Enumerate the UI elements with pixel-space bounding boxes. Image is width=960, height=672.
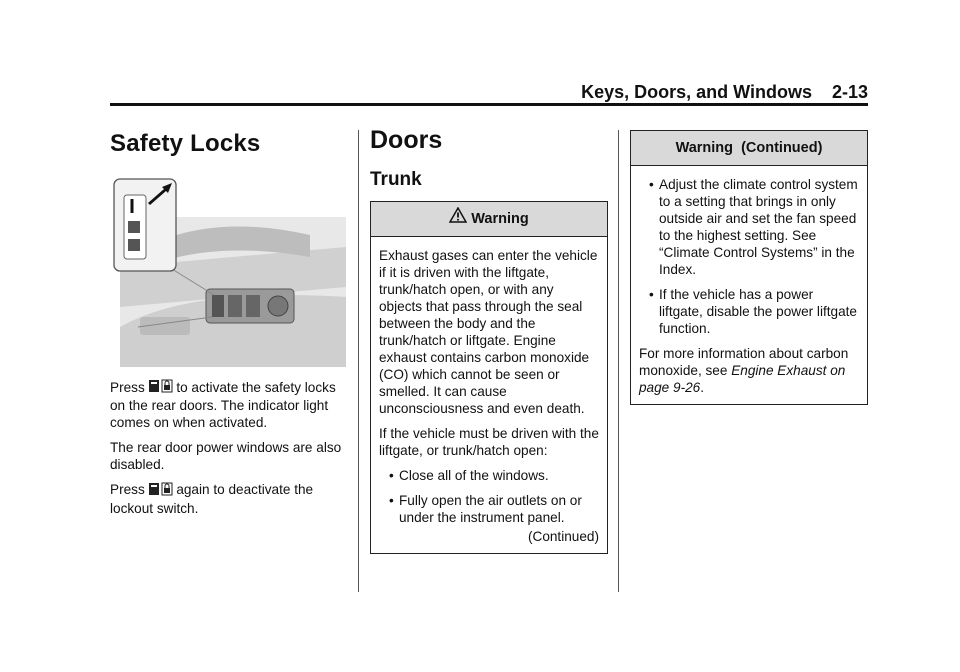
warning-triangle-icon <box>449 202 467 236</box>
warning-header <box>371 202 607 237</box>
warning-bullet: • If the vehicle has a power liftgate, disable the power liftgate function. <box>649 287 857 336</box>
para1-pre: Press <box>110 380 145 395</box>
warning-bullet: • Close all of the windows. <box>389 468 549 483</box>
header-rule <box>110 103 868 106</box>
bullet-icon: • <box>389 468 394 483</box>
warning-box-continued <box>630 130 868 405</box>
page-header <box>110 82 868 104</box>
co-info-post: . <box>700 380 705 395</box>
para3-post: again to deactivate the lockout switch. <box>110 482 314 516</box>
window-lockout-icon <box>149 482 173 500</box>
column-safety-locks <box>110 120 346 525</box>
bullet-icon: • <box>649 287 654 302</box>
para2: The rear door power windows are also disabled. <box>110 440 342 473</box>
bullet-icon: • <box>389 493 394 508</box>
co-info-pre: For more information about carbon monoxide, see <box>639 346 849 378</box>
continued-label: (Continued) <box>527 529 599 544</box>
para1-post: to activate the safety locks on the rear doors. The indicator light comes on when activated. <box>110 380 336 431</box>
window-lockout-icon <box>149 379 173 397</box>
column-warning-continued <box>630 120 868 405</box>
warning-box <box>370 201 608 554</box>
section-title: Safety Locks <box>110 130 261 157</box>
column-divider <box>358 130 359 592</box>
subsection-title: Trunk <box>370 169 422 190</box>
para3-pre: Press <box>110 482 145 498</box>
page-header-title: Keys, Doors, and Windows 2-13 <box>581 82 868 102</box>
section-title: Doors <box>370 126 443 154</box>
warning-header: Warning (Continued) <box>631 131 867 166</box>
warning-para1: Exhaust gases can enter the vehicle if it is driven with the liftgate, trunk/hatch open, or with any objects that pass through the seal between the body and the trunk/hatch or liftgate. Engine exhaust contains carbon monoxide (CO) which cannot be seen or smelled. It can cause unconsciousness and even death. <box>379 248 598 416</box>
warning-heading: Warning <box>471 211 529 227</box>
column-divider <box>618 130 619 592</box>
warning-para2: If the vehicle must be driven with the liftgate, or trunk/hatch open: <box>379 426 599 458</box>
bullet-icon: • <box>649 177 654 192</box>
warning-bullet: • Fully open the air outlets on or under the instrument panel. <box>389 493 582 525</box>
column-doors <box>370 120 608 554</box>
warning-bullet: • Adjust the climate control system to a setting that brings in only outside air and set the fan speed to the highest setting. See “Climate Control Systems” in the Index. <box>649 177 858 277</box>
door-lock-illustration <box>110 177 346 367</box>
door-panel-image <box>110 177 346 367</box>
engine-exhaust-link[interactable]: Engine Exhaust on page 9-26 <box>639 363 846 395</box>
